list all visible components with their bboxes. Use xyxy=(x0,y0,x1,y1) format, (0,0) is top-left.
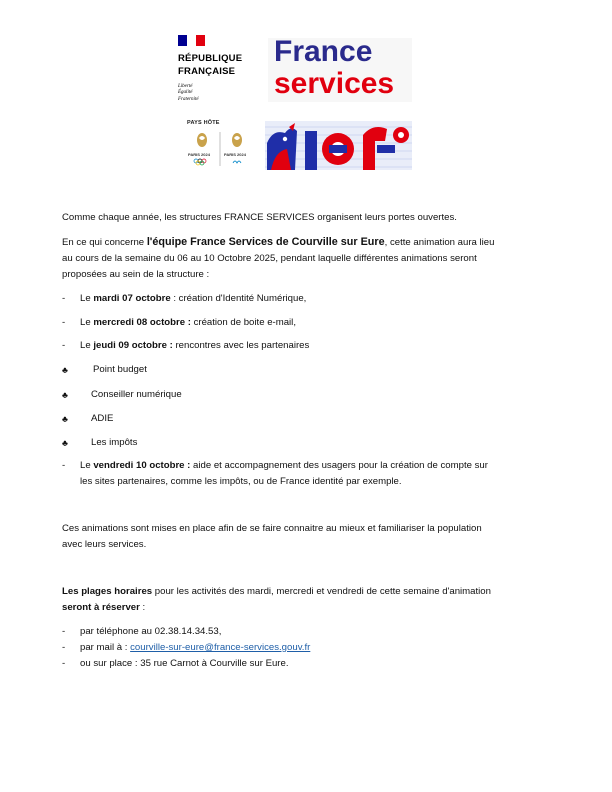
team-paragraph-line1 xyxy=(62,234,552,251)
france-services-logo xyxy=(268,35,412,102)
club-bullet-icon: ♣ xyxy=(62,365,68,375)
team-paragraph-line3: proposées au sein de la structure : xyxy=(62,269,210,280)
bullet-dash: - xyxy=(62,642,66,653)
booking-bold-hours: Les plages horaires xyxy=(62,586,153,597)
contact-phone-text: par téléphone au 02.38.14.34.53, xyxy=(80,626,222,637)
day-text: création de boite e-mail, xyxy=(193,317,296,328)
bullet-dash: - xyxy=(62,317,66,328)
day-prefix: Le xyxy=(80,317,94,328)
day-prefix: Le xyxy=(80,340,94,351)
awareness-line2: avec leurs services. xyxy=(62,539,147,550)
paris-2024-emblems-icon xyxy=(186,130,254,170)
paris-2024-paralympic-label: PARIS 2024 xyxy=(224,152,246,157)
bullet-dash: - xyxy=(62,460,66,471)
paris-2024-host-logo xyxy=(186,130,254,170)
awareness-line1: Ces animations sont mises en place afin de se faire connaitre au mieux et familiariser la population xyxy=(62,523,482,534)
jop-2024-rooster-icon xyxy=(265,121,412,170)
day-label: mercredi 08 octobre : xyxy=(93,317,191,328)
friday-text-line1: aide et accompagnement des usagers pour la création de compte sur xyxy=(190,460,488,471)
team-prefix: En ce qui concerne xyxy=(62,237,147,248)
booking-bold-reserve: seront à réserver xyxy=(62,602,140,613)
contact-mail-prefix: par mail à : xyxy=(80,642,131,653)
awareness-paragraph xyxy=(62,521,552,553)
friday-line2: les sites partenaires, comme les impôts, ou de France identité par exemple. xyxy=(80,476,402,487)
booking-line1 xyxy=(62,584,552,600)
day-prefix: Le xyxy=(80,293,94,304)
booking-paragraph xyxy=(62,584,552,616)
france-services-word-france: France xyxy=(274,35,373,68)
bullet-dash: - xyxy=(62,293,66,304)
contact-email-link[interactable]: courville-sur-eure@france-services.gouv.fr xyxy=(130,642,311,653)
club-bullet-icon: ♣ xyxy=(62,414,68,424)
booking-line2 xyxy=(62,600,552,616)
booking-line1-rest: pour les activités des mardi, mercredi et vendredi de cette semaine d'animation xyxy=(152,586,491,597)
france-services-word-services: services xyxy=(274,67,395,100)
day-label: mardi 07 octobre xyxy=(93,293,171,304)
paris-2024-olympic-label: PARIS 2024 xyxy=(188,152,210,157)
club-bullet-icon: ♣ xyxy=(62,390,68,400)
republique-line1: RÉPUBLIQUE xyxy=(178,53,243,64)
team-line1-rest: , cette animation aura lieu xyxy=(384,237,495,248)
pays-hote-label: PAYS HÔTE xyxy=(187,120,220,126)
bullet-dash: - xyxy=(62,340,66,351)
partner-label: Point budget xyxy=(93,364,147,375)
friday-line1 xyxy=(80,458,552,474)
bullet-dash: - xyxy=(62,626,66,637)
partner-label: Conseiller numérique xyxy=(91,389,182,400)
motto-egalite: Égalité xyxy=(178,90,193,96)
team-paragraph xyxy=(62,234,552,283)
club-bullet-icon: ♣ xyxy=(62,438,68,448)
republique-francaise-logo xyxy=(178,52,242,78)
day-label: jeudi 09 octobre : xyxy=(93,340,173,351)
contact-place-text: ou sur place : 35 rue Carnot à Courville sur Eure. xyxy=(80,658,289,669)
team-paragraph-line2: au cours de la semaine du 06 au 10 Octobre 2025, pendant laquelle différentes animations seront xyxy=(62,253,477,264)
motto-fraternite: Fraternité xyxy=(178,96,199,102)
partner-label: ADIE xyxy=(91,413,114,424)
team-name: l'équipe France Services de Courville sur Eure xyxy=(146,236,385,248)
booking-line2-rest: : xyxy=(139,602,146,613)
jop-2024-rooster-logo xyxy=(265,121,412,170)
day-label: vendredi 10 octobre : xyxy=(93,460,191,471)
partner-label: Les impôts xyxy=(91,437,138,448)
day-prefix: Le xyxy=(80,460,94,471)
day-sep: : xyxy=(170,293,179,304)
motto-liberte: Liberté xyxy=(178,84,193,89)
republique-motto xyxy=(178,84,199,103)
day-text: rencontres avec les partenaires xyxy=(175,340,310,351)
republique-line2: FRANÇAISE xyxy=(178,66,236,77)
bullet-dash: - xyxy=(62,658,66,669)
french-flag-icon xyxy=(178,35,205,46)
intro-paragraph: Comme chaque année, les structures FRANCE SERVICES organisent leurs portes ouvertes. xyxy=(62,212,457,223)
day-text: création d'Identité Numérique, xyxy=(178,293,307,304)
